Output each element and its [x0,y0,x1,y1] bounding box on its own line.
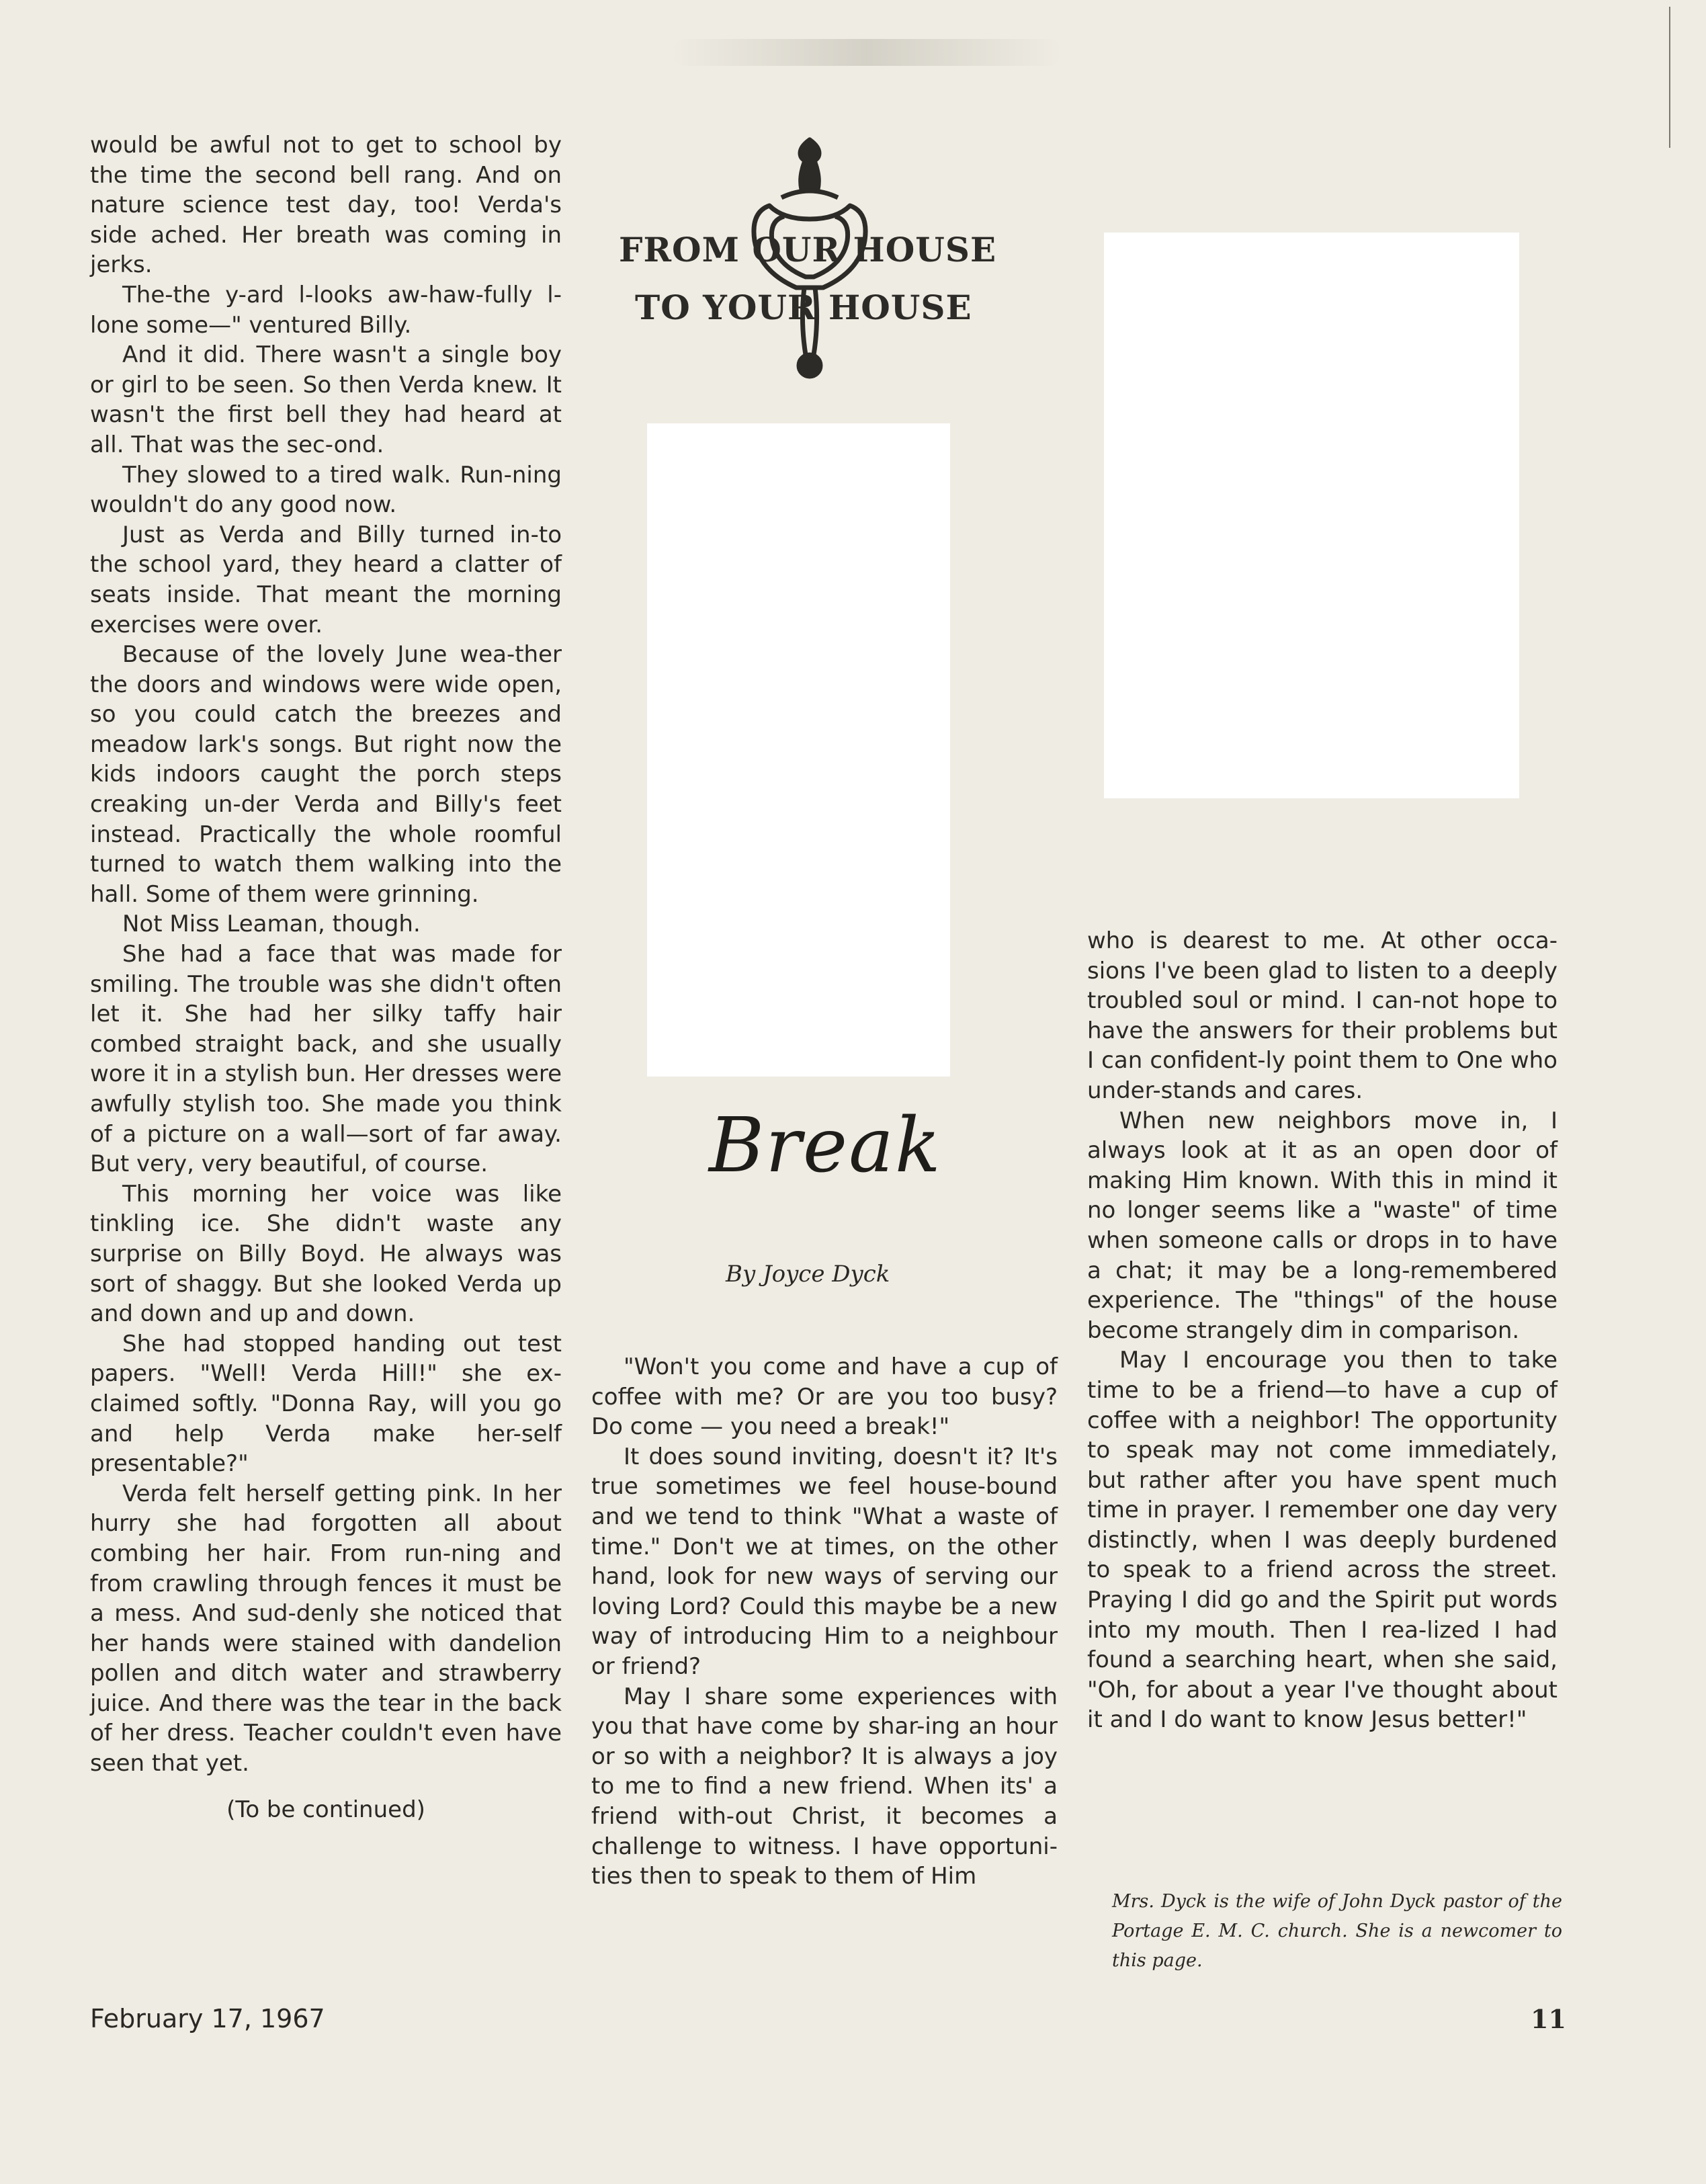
author-note: Mrs. Dyck is the wife of John Dyck pastor of the Portage E. M. C. church. She is a newcomer to this page. [1112,1891,1562,1971]
page-top-smudge [672,39,1062,66]
article-paragraph: It does sound inviting, doesn't it? It's true sometimes we feel house-bound and we tend to think "What a waste of time." Don't we at times, on the other hand, look for new ways of serving our loving Lord? Could this maybe be a new way of introducing Him to a neighbour or friend? [591,1443,1058,1680]
story-paragraph: The-the y-ard l-looks aw-haw-fully l-lone some—" ventured Billy. [90,281,562,339]
page-number: 11 [1531,2004,1566,2034]
story-paragraph: This morning her voice was like tinkling ice. She didn't waste any surprise on Billy Boyd. He always was sort of shaggy. But she looked Verda up and down and up and down. [90,1180,562,1328]
logo-line-1: FROM OUR HOUSE [619,230,997,269]
story-paragraph: would be awful not to get to school by the time the second bell rang. And on nature science test day, too! Verda's side ached. Her breath was coming in jerks. [90,132,562,279]
issue-date: February 17, 1967 [90,2004,325,2033]
article-paragraph: May I share some experiences with you that have come by shar-ing an hour or so with a neighbor? It is always a joy to me to find a new friend. When its' a friend with-out Christ, it becomes a challenge to witness. I have opportuni-ties then to speak to them of Him [591,1683,1058,1890]
illustration-placeholder [647,423,950,1077]
story-paragraph: Verda felt herself getting pink. In her hurry she had forgotten all about combing her hair. From run-ning and from crawling through fences it must be a mess. And sud-denly she noticed that her hands were stained with dandelion pollen and ditch water and strawberry juice. And there was the tear in the back of her dress. Teacher couldn't even have seen that yet. [90,1480,562,1777]
article-column-right [1087,926,1558,1735]
article-title: Break [709,1102,942,1189]
story-paragraph: Because of the lovely June wea-ther the doors and windows were wide open, so you could catch the breezes and meadow lark's songs. But right now the kids indoors caught the porch steps creaking un-der Verda and Billy's feet instead. Practically the whole roomful turned to watch them walking into the hall. Some of them were grinning. [90,641,562,908]
story-paragraph: She had a face that was made for smiling. The trouble was she didn't often let it. She had her silky taffy hair combed straight back, and she usually wore it in a stylish bun. Her dresses were awfully stylish too. She made you think of a picture on a wall—sort of far away. But very, very beautiful, of course. [90,941,562,1178]
logo-line-2: TO YOUR HOUSE [635,288,972,327]
article-paragraph: "Won't you come and have a cup of coffee with me? Or are you too busy? Do come — you need a break!" [591,1353,1058,1441]
article-paragraph: May I encourage you then to take time to be a friend—to have a cup of coffee with a neighbor! The opportunity to speak may not come immediately, but rather after you have spent much time in prayer. I remember one day very distinctly, when I was deeply burdened to speak to a friend across the street. Praying I did go and the Spirit put words into my mouth. Then I rea-lized I had found a searching heart, when she said, "Oh, for about a year I've thought about it and I do want to know Jesus better!" [1087,1347,1558,1734]
page-edge-rule [1669,7,1670,148]
article-paragraph: who is dearest to me. At other occa-sions I've been glad to listen to a deeply troubled soul or mind. I can-not hope to have the answers for their problems but I can confident-ly point them to One who under-stands and cares. [1087,927,1558,1104]
story-paragraph: She had stopped handing out test papers. "Well! Verda Hill!" she ex-claimed softly. "Donna Ray, will you go and help Verda make her-self presentable?" [90,1330,562,1478]
story-column [90,130,562,1824]
article-byline: By Joyce Dyck [726,1261,890,1288]
article-paragraph: When new neighbors move in, I always look at it as an open door of making Him known. With this in mind it no longer seems like a "waste" of time when someone calls or drops in to have a chat; it may be a long-remembered experience. The "things" of the house become strangely dim in comparison. [1087,1107,1558,1344]
story-paragraph: And it did. There wasn't a single boy or girl to be seen. So then Verda knew. It wasn't the first bell they had heard at all. That was the sec-ond. [90,341,562,458]
story-paragraph: Just as Verda and Billy turned in-to the school yard, they heard a clatter of seats inside. That meant the morning exercises were over. [90,521,562,638]
story-paragraph: Not Miss Leaman, though. [122,911,421,938]
illustration-placeholder [1104,233,1519,798]
story-paragraph: They slowed to a tired walk. Run-ning wouldn't do any good now. [90,461,562,519]
continued-note: (To be continued) [226,1796,425,1823]
column-logo [608,132,1025,380]
article-column-middle [591,1352,1058,1892]
